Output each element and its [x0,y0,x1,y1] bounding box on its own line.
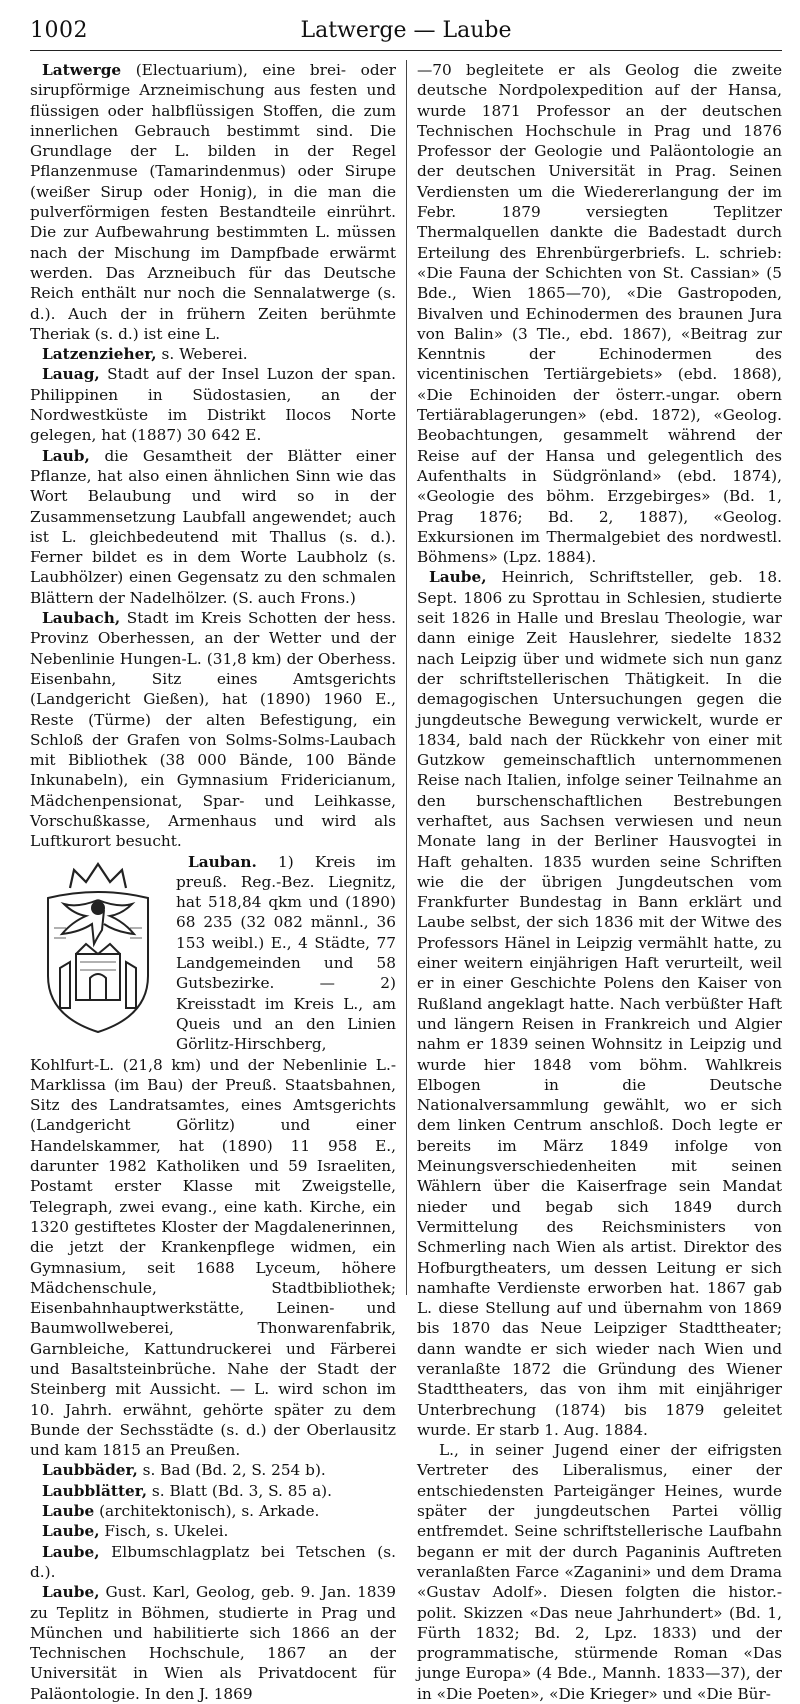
entry-laube-architektonisch [30,1501,396,1521]
entry-paragraph [417,1440,782,1704]
lemma: Laube, [42,1522,100,1541]
entry-laubbaeder [30,1460,396,1480]
entry-continuation [417,60,782,567]
entry-text: Stadt im Kreis Schotten der hess. Provinz Oberhessen, an der Wetter und der Nebenlinie Hungen-L. (31,8 km) der Oberhess. Eisenbahn, Sitz eines Amtsgerichts (Landgericht Gießen), hat (1890) 1960 E., Reste (Türme) der alten Befestigung, ein Schloß der Grafen von Solms-Solms-Laubach mit Bibliothek (38 000 Bände, 100 Bände Inkunabeln), ein Gymnasium Fridericianum, Mädchenpensionat, Spar- und Leihkasse, Vorschußkasse, Armenhaus und wird als Luftkurort besucht. [30,609,396,851]
entry-text: (architektonisch), s. Arkade. [94,1502,320,1521]
lauban-coat-of-arms-icon [30,858,166,1038]
entry-latzenzieher [30,344,396,364]
lemma: Laubach, [42,609,121,628]
entry-laubach [30,608,396,852]
text-columns [30,60,782,1703]
entry-lauban [30,852,396,1461]
lemma: Laubbäder, [42,1461,138,1480]
right-column [406,60,782,1703]
page-header [30,16,782,51]
entry-text: Fisch, s. Ukelei. [99,1522,229,1541]
page-number: 1002 [30,18,88,43]
entry-laube-fisch [30,1521,396,1541]
running-head: Latwerge — Laube [300,18,512,43]
lemma: Lauban. [188,852,257,871]
entry-text: Gust. Karl, Geolog, geb. 9. Jan. 1839 zu Teplitz in Böhmen, studierte in Prag und München und habilitierte sich 1866 an der Technischen Hochschule, 1867 an der Universität in Wien als Privatdocent für Paläontologie. In den J. 1869 [30,1583,396,1703]
lemma: Laub, [42,446,90,465]
entry-text: Elbumschlagplatz bei Tetschen (s. d.). [30,1542,396,1581]
lemma: Laubblätter, [42,1481,148,1500]
entry-text: L., in seiner Jugend einer der eifrigsten Vertreter des Liberalismus, einer der entschiedensten Parteigänger Heines, wurde später der jungdeutschen Partei völlig entfremdet. Seine schriftstellerische Laufbahn begann er mit der durch Paganinis Auftreten veranlaßten Farce «Zaganini» und dem Drama «Gustav Adolf». Diesen folgten die histor.-polit. Skizzen «Das neue Jahrhundert» (Bd. 1, Fürth 1832; Bd. 2, Lpz. 1833) und der programmatische, stürmende Roman «Das junge Europa» (4 Bde., Mannh. 1833—37), der in «Die Poeten», «Die Krieger» und «Die Bür- [417,1441,782,1703]
lemma: Latwerge [42,61,122,79]
lemma: Laube, [42,1542,100,1561]
left-column [30,60,406,1703]
lemma: Latzenzieher, [42,345,157,364]
entry-text: s. Bad (Bd. 2, S. 254 b). [137,1461,326,1480]
entry-text: (Electuarium), eine brei- oder sirupförmige Arzneimischung aus festen und flüssigen oder halbflüssigen Stoffen, die zum innerlichen Gebrauch bestimmt sind. Die Grundlage der L. bilden in der Regel Pflanzenmuse (Tamarindenmus) oder Sirupe (weißer Sirup oder Honig), in die man die pulverförmigen festen Bestandteile einrührt. Die zur Aufbewahrung bestimmten L. müssen nach der Mischung im Dampfbade erwärmt werden. Das Arzneibuch für das Deutsche Reich enthält nur noch die Sennalatwerge (s. d.). Auch der in frühern Zeiten berühmte Theriak (s. d.) ist eine L. [30,61,396,343]
entry-laube-heinrich [417,567,782,1440]
entry-text: s. Weberei. [156,345,248,364]
entry-laubblaetter [30,1481,396,1501]
lemma: Lauag, [42,365,100,384]
entry-text: Heinrich, Schriftsteller, geb. 18. Sept. 1806 zu Sprottau in Schlesien, studierte seit 1826 in Halle und Breslau Theologie, war dann einige Zeit Hauslehrer, siedelte 1832 nach Leipzig über und widmete sich nun ganz der schriftstellerischen Thätigkeit. In die demagogischen Untersuchungen gegen die jungdeutsche Bewegung verwickelt, wurde er 1834, bald nach der Rückkehr von einer mit Gutzkow gemeinschaftlich unternommenen Reise nach Italien, infolge seiner Teilnahme an den burschenschaftlichen Bestrebungen verhaftet, aus Sachsen verwiesen und neun Monate lang in der Berliner Hausvogtei in Haft gehalten. 1835 wurden seine Schriften wie die der übrigen Jungdeutschen vom Frankfurter Bundestag in Bann erklärt und Laube selbst, der sich 1836 mit der Witwe des Professors Hänel in Leipzig vermählt hatte, zu einer weitern einjährigen Haft verurteilt, weil er in einer Geschichte Polens den Kaiser von Rußland angeklagt hatte. Nach verbüßter Haft und längern Reisen in Frankreich und Algier nahm er 1839 seinen Wohnsitz in Leipzig und wurde hier 1848 vom böhm. Wahlkreis Elbogen in die Deutsche Nationalversammlung gewählt, wo er sich dem linken Centrum anschloß. Doch legte er bereits im März 1849 infolge von Meinungsverschiedenheiten mit seinen Wählern über die Kaiserfrage sein Mandat nieder und begab sich 1849 durch Vermittelung des Reichsministers von Schmerling nach Wien als artist. Direktor des Hofburgtheaters, um dessen Leitung er sich namhafte Verdienste erworben hat. 1867 gab L. diese Stellung auf und übernahm von 1869 bis 1870 das Neue Leipziger Stadttheater; dann wandte er sich wieder nach Wien und veranlaßte 1872 die Gründung des Wiener Stadttheaters, das von ihm mit einjähriger Unterbrechung (1874) bis 1879 geleitet wurde. Er starb 1. Aug. 1884. [417,568,782,1439]
entry-lauag [30,364,396,445]
lemma: Laube, [429,568,487,587]
entry-text: Stadt auf der Insel Luzon der span. Philippinen in Südostasien, an der Nordwestküste im Distrikt Ilocos Norte gelegen, hat (1887) 30 642 E. [30,365,396,445]
entry-laub [30,446,396,608]
lemma: Laube, [42,1583,100,1602]
entry-laube-gustav-karl [30,1582,396,1704]
entry-latwerge [30,60,396,344]
entry-text: s. Blatt (Bd. 3, S. 85 a). [147,1481,333,1500]
entry-laube-elbumschlagplatz [30,1542,396,1583]
entry-text: die Gesamtheit der Blätter einer Pflanze, hat also einen ähnlichen Sinn wie das Wort Belaubung und wird so in der Zusammensetzung Laubfall angewendet; auch ist L. gleichbedeutend mit Thallus (s. d.). Ferner bildet es in dem Worte Laubholz (s. Laubhölzer) einen Gegensatz zu den schmalen Blättern der Nadelhölzer. (S. auch Frons.) [30,446,396,607]
lemma: Laube [42,1502,95,1521]
entry-text: 1) Kreis im preuß. Reg.-Bez. Liegnitz, hat 518,84 qkm und (1890) 68 235 (32 082 männl., 36 153 weibl.) E., 4 Städte, 77 Landgemeinden und 58 Gutsbezirke. — 2) Kreisstadt im Kreis L., am Queis und an den Linien Görlitz-Hirschberg, Kohlfurt-L. (21,8 km) und der Nebenlinie L.-Marklissa (im Bau) der Preuß. Staatsbahnen, Sitz des Landratsamtes, eines Amtsgerichts (Landgericht Görlitz) und einer Handelskammer, hat (1890) 11 958 E., darunter 1982 Katholiken und 59 Israeliten, Postamt erster Klasse mit Zweigstelle, Telegraph, zwei evang., eine kath. Kirche, ein 1320 gestiftetes Kloster der Magdalenerinnen, die jetzt der Krankenpflege widmen, ein Gymnasium, seit 1688 Lyceum, höhere Mädchenschule, Stadtbibliothek; Eisenbahnhauptwerkstätte, Leinen- und Baumwollweberei, Thonwarenfabrik, Garnbleiche, Kattundruckerei und Färberei und Basaltsteinbrüche. Nahe der Stadt der Steinberg mit Aussicht. — L. wird schon im 10. Jahrh. erwähnt, gehörte später zu dem Bunde der Sechsstädte (s. d.) der Oberlausitz und kam 1815 an Preußen. [30,852,396,1460]
entry-text: —70 begleitete er als Geolog die zweite deutsche Nordpolexpedition auf der Hansa, wurde 1871 Professor an der deutschen Technischen Hochschule in Prag und 1876 Professor der Geologie und Paläontologie an der deutschen Universität in Prag. Seinen Verdiensten um die Wiedererlangung der im Febr. 1879 versiegten Teplitzer Thermalquellen dankte die Badestadt durch Erteilung des Ehrenbürgerbriefs. L. schrieb: «Die Fauna der Schichten von St. Cassian» (5 Bde., Wien 1865—70), «Die Gastropoden, Bivalven und Echinodermen des braunen Jura von Balin» (3 Tle., ebd. 1867), «Beitrag zur Kenntnis der Echinodermen des vicentinischen Tertiärgebiets» (ebd. 1868), «Die Echinoiden der österr.-ungar. obern Tertiärablagerungen» (ebd. 1872), «Geolog. Beobachtungen, gesammelt während der Reise auf der Hansa und gelegentlich des Aufenthalts in Südgrönland» (ebd. 1874), «Geologie des böhm. Erzgebirges» (Bd. 1, Prag 1876; Bd. 2, 1887), «Geolog. Exkursionen im Thermalgebiet des nordwestl. Böhmens» (Lpz. 1884). [417,61,782,567]
